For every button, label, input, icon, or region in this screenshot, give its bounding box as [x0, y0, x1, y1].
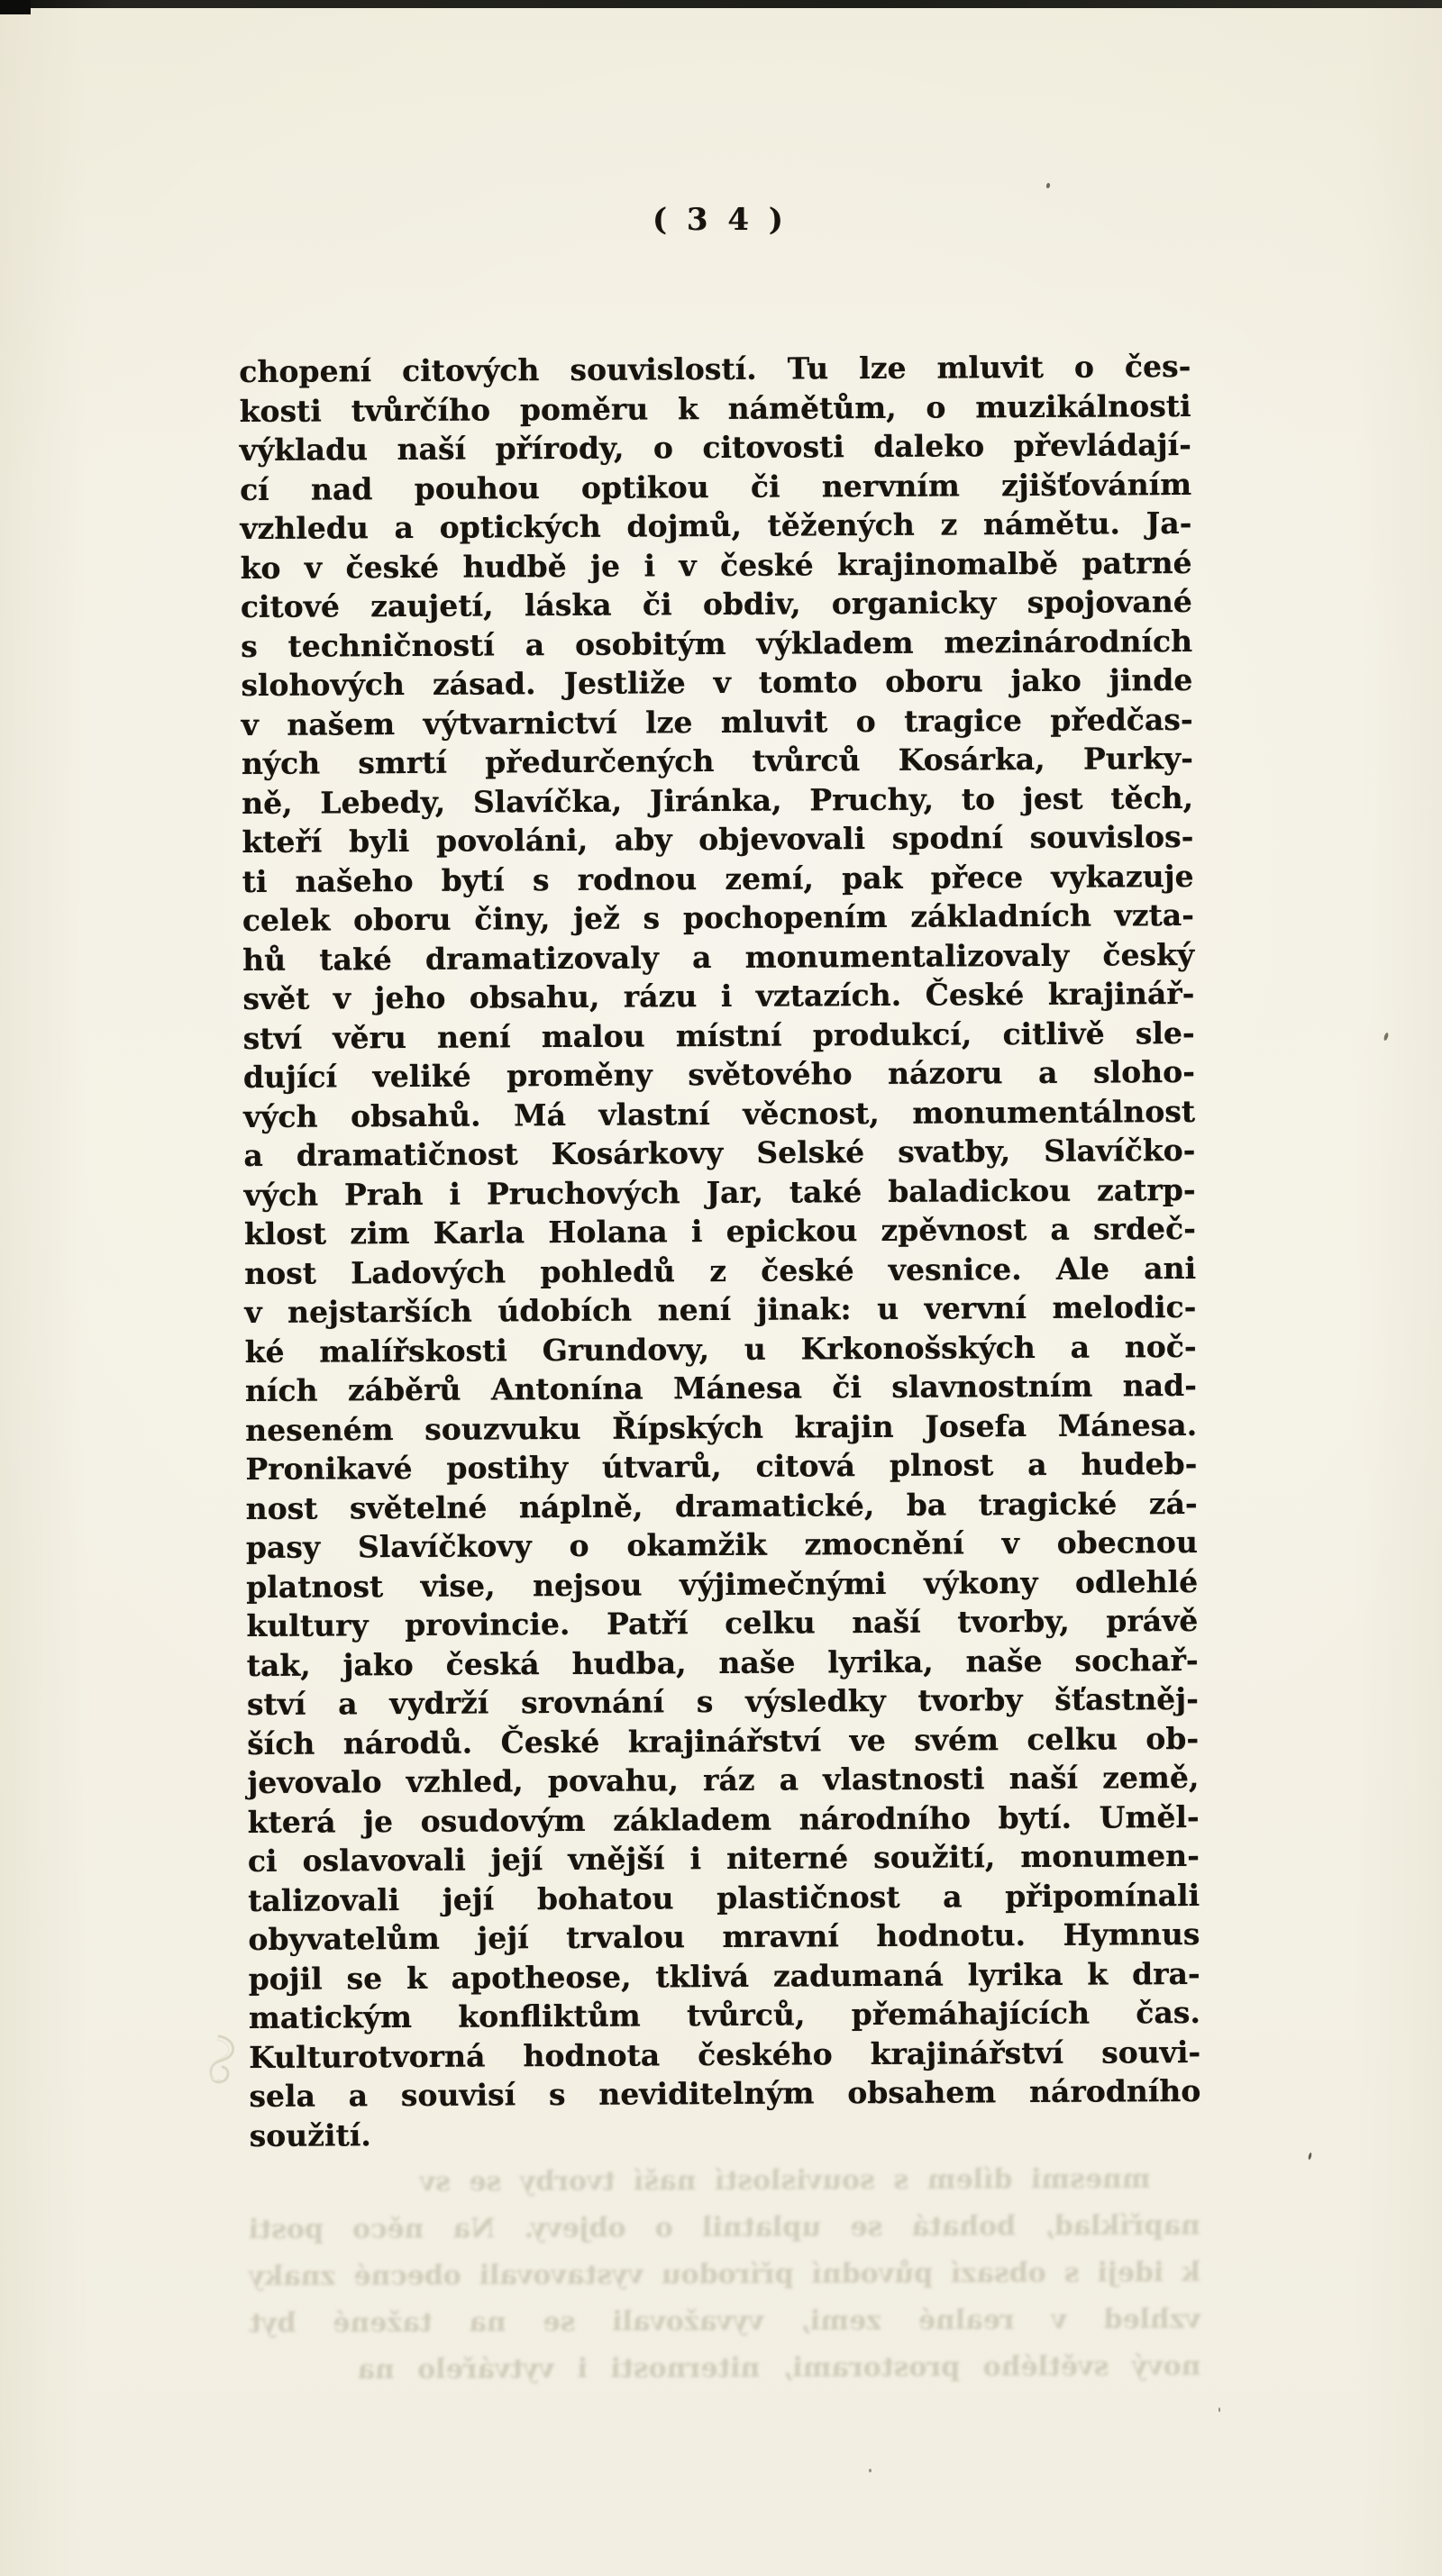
- text-line: ko v české hudbě je i v české krajinomalbě patrné: [240, 544, 1192, 586]
- text-line: Pronikavé postihy útvarů, citová plnost a hudeb-: [245, 1445, 1198, 1488]
- text-line: ních záběrů Antonína Mánesa či slavnostním nad-: [244, 1367, 1197, 1409]
- dust-speck: [869, 2469, 872, 2472]
- scanner-edge-corner: [0, 0, 31, 14]
- text-line: pasy Slavíčkovy o okamžik zmocnění v obecnou: [245, 1524, 1198, 1566]
- text-line: ti našeho bytí s rodnou zemí, pak přece vykazuje: [242, 858, 1194, 899]
- text-line: s techničností a osobitým výkladem mezinárodních: [241, 623, 1193, 664]
- bleedthrough-line: mnesmi dílem s souvislostí naší tvorby se sv: [419, 2162, 1151, 2198]
- text-line: vých obsahů. Má vlastní věcnost, monumentálnost: [243, 1093, 1196, 1134]
- text-line: platnost vise, nejsou výjimečnými výkony odlehlé: [246, 1563, 1199, 1605]
- text-line: hů také dramatizovaly a monumentalizovaly český: [242, 936, 1195, 978]
- text-line: kultury provincie. Patří celku naší tvorby, právě: [246, 1602, 1199, 1644]
- text-line: ství a vydrží srovnání s výsledky tvorby šťastněj-: [246, 1680, 1199, 1723]
- text-line: Kulturotvorná hodnota českého krajinářství souvi-: [249, 2034, 1201, 2075]
- paper-crease-mark: [185, 2029, 250, 2099]
- text-line: neseném souzvuku Řípských krajin Josefa Mánesa.: [245, 1406, 1198, 1448]
- text-line: vzhledu a optických dojmů, těžených z námětu. Ja-: [240, 505, 1192, 547]
- text-line: tak, jako česká hudba, naše lyrika, naše sochař-: [246, 1642, 1199, 1683]
- bleedthrough-text: [248, 2156, 1200, 2395]
- text-line: matickým konfliktům tvůrců, přemáhajících čas.: [248, 1994, 1200, 2036]
- body-text: [239, 347, 1201, 2155]
- text-line: obyvatelům její trvalou mravní hodnotu. Hymnus: [248, 1916, 1200, 1958]
- text-line: která je osudovým základem národního bytí. Uměl-: [247, 1798, 1200, 1840]
- text-line: soužití.: [249, 2116, 371, 2153]
- text-line: ných smrtí předurčených tvůrců Kosárka, Purky-: [241, 740, 1193, 782]
- text-line: celek oboru činy, jež s pochopením základních vzta-: [242, 897, 1194, 939]
- text-line: sela a souvisí s neviditelným obsahem národního: [249, 2072, 1201, 2115]
- text-line: ně, Lebedy, Slavíčka, Jiránka, Pruchy, to jest těch,: [242, 779, 1194, 821]
- dust-speck: [1218, 2408, 1220, 2412]
- text-line: a dramatičnost Kosárkovy Selské svatby, Slavíčko-: [243, 1132, 1196, 1174]
- text-line: slohových zásad. Jestliže v tomto oboru jako jinde: [241, 661, 1193, 704]
- scanner-edge-band: [0, 0, 1442, 8]
- text-line: ství věru není malou místní produkcí, citlivě sle-: [242, 1015, 1195, 1056]
- text-line: ké malířskosti Grundovy, u Krkonošských a noč-: [244, 1328, 1197, 1370]
- bleedthrough-line: například, bohatá se uplatnil o objevy. Na něco posti: [248, 2209, 1200, 2246]
- bleedthrough-line: nový světlého prostorami, niternosti i vytvářelo na: [357, 2350, 1201, 2386]
- text-line: citové zaujetí, láska či obdiv, organicky spojované: [240, 583, 1192, 625]
- page-number: ( 3 4 ): [653, 202, 788, 238]
- text-line: v našem výtvarnictví lze mluvit o tragice předčas-: [241, 701, 1193, 742]
- text-line: jevovalo vzhled, povahu, ráz a vlastnosti naší země,: [247, 1759, 1200, 1801]
- text-line: ších národů. České krajinářství ve svém celku ob-: [247, 1720, 1200, 1761]
- text-line: nost světelné náplně, dramatické, ba tragické zá-: [245, 1485, 1198, 1526]
- text-line: svět v jeho obsahu, rázu i vztazích. České krajinář-: [242, 975, 1195, 1017]
- dust-speck: [1308, 2153, 1312, 2160]
- bleedthrough-line: k ideji s obsazí původní přírodou vystavovali obecné znaky: [248, 2256, 1201, 2293]
- text-line: výkladu naší přírody, o citovosti daleko převládají-: [239, 426, 1191, 469]
- text-line: dující veliké proměny světového názoru a sloho-: [242, 1053, 1195, 1096]
- text-line: talizovali její bohatou plastičnost a připomínali: [248, 1877, 1200, 1918]
- text-line: vých Prah i Pruchových Jar, také baladickou zatrp-: [243, 1171, 1196, 1213]
- dust-speck: [1045, 183, 1050, 189]
- text-line: kosti tvůrčího poměru k námětům, o muzikálnosti: [239, 387, 1191, 429]
- text-line: cí nad pouhou optikou či nervním zjišťováním: [240, 466, 1192, 507]
- text-line: v nejstarších údobích není jinak: u vervní melodic-: [244, 1288, 1197, 1331]
- text-line: chopení citových souvislostí. Tu lze mluvit o čes-: [239, 348, 1191, 390]
- text-line: nost Ladových pohledů z české vesnice. Ale ani: [244, 1250, 1197, 1291]
- text-line: klost zim Karla Holana i epickou zpěvnost a srdeč-: [243, 1210, 1196, 1252]
- dust-speck: [1383, 1033, 1390, 1042]
- text-line: kteří byli povoláni, aby objevovali spodní souvislos-: [242, 818, 1194, 860]
- bleedthrough-line: vzhled v realné zemi, vyvažovali se na tažené byt: [249, 2303, 1201, 2340]
- text-line: ci oslavovali její vnější i niterné soužití, monumen-: [247, 1837, 1200, 1880]
- text-line: pojil se k apotheose, tklivá zadumaná lyrika k dra-: [248, 1955, 1200, 1997]
